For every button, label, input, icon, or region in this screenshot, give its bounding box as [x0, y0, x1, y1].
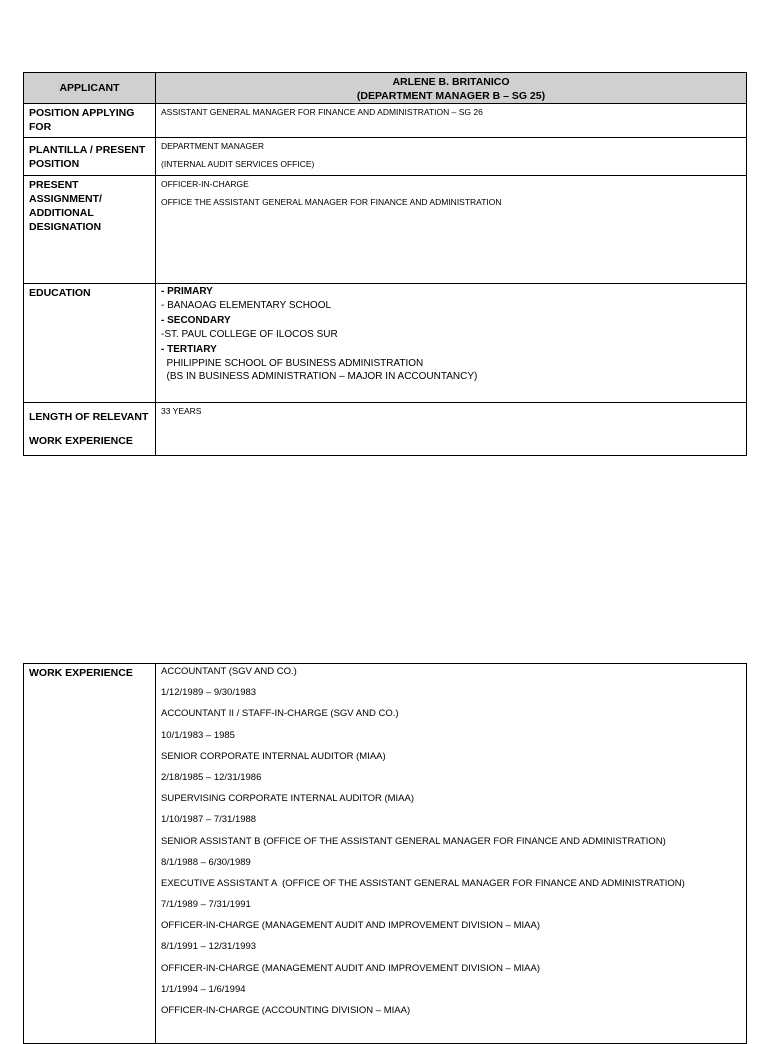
work-line: OFFICER-IN-CHARGE (MANAGEMENT AUDIT AND IMPROVEMENT DIVISION – MIAA)	[161, 920, 540, 932]
work-line: OFFICER-IN-CHARGE (MANAGEMENT AUDIT AND IMPROVEMENT DIVISION – MIAA)	[161, 962, 540, 974]
position-label: POSITION APPLYING FOR	[24, 104, 156, 138]
experience-length-label	[24, 403, 156, 456]
work-line: 8/1/1991 – 12/31/1993	[161, 941, 257, 953]
work-experience-list	[156, 664, 747, 1044]
assignment-row	[24, 176, 747, 284]
work-line: 8/1/1988 – 6/30/1989	[161, 856, 251, 868]
assignment-label: PRESENT ASSIGNMENT/ ADDITIONAL DESIGNATION	[24, 176, 156, 284]
work-line: ACCOUNTANT (SGV AND CO.)	[161, 666, 297, 677]
plantilla-label: PLANTILLA / PRESENT POSITION	[24, 138, 156, 176]
applicant-name: ARLENE B. BRITANICO	[392, 76, 510, 88]
education-value	[156, 284, 747, 403]
plantilla-line-1: DEPARTMENT MANAGER	[161, 141, 264, 151]
work-line: SENIOR ASSISTANT B (OFFICE OF THE ASSISTANT GENERAL MANAGER FOR FINANCE AND ADMINISTRATION)	[161, 835, 666, 847]
experience-length-label-1: LENGTH OF RELEVANT	[29, 411, 149, 423]
assignment-line-1: OFFICER-IN-CHARGE	[161, 179, 249, 189]
work-line: 10/1/1983 – 1985	[161, 729, 235, 741]
work-line: 2/18/1985 – 12/31/1986	[161, 771, 262, 783]
education-secondary-school: -ST. PAUL COLLEGE OF ILOCOS SUR	[161, 328, 338, 340]
applicant-row	[24, 73, 747, 104]
education-primary-school: - BANAOAG ELEMENTARY SCHOOL	[161, 299, 332, 311]
work-line: 1/1/1994 – 1/6/1994	[161, 983, 246, 995]
experience-length-label-2: WORK EXPERIENCE	[29, 435, 133, 447]
applicant-grade: (DEPARTMENT MANAGER B – SG 25)	[356, 90, 546, 102]
applicant-label: APPLICANT	[24, 73, 156, 104]
position-row	[24, 104, 747, 138]
education-primary-heading: - PRIMARY	[161, 286, 213, 297]
education-tertiary-degree: (BS IN BUSINESS ADMINISTRATION – MAJOR IN ACCOUNTANCY)	[161, 371, 478, 382]
education-secondary-heading: - SECONDARY	[161, 315, 231, 326]
work-line: OFFICER-IN-CHARGE (ACCOUNTING DIVISION – MIAA)	[161, 1005, 411, 1016]
work-experience-row	[24, 664, 747, 1044]
applicant-name-cell	[156, 73, 747, 104]
work-line: SUPERVISING CORPORATE INTERNAL AUDITOR (MIAA)	[161, 793, 415, 805]
plantilla-row	[24, 138, 747, 176]
work-experience-table	[23, 663, 747, 1044]
work-line: 1/12/1989 – 9/30/1983	[161, 687, 257, 699]
education-tertiary-school: PHILIPPINE SCHOOL OF BUSINESS ADMINISTRATION	[161, 357, 424, 369]
education-tertiary-heading: - TERTIARY	[161, 344, 217, 355]
applicant-summary-table	[23, 72, 747, 456]
assignment-value	[156, 176, 747, 284]
education-label: EDUCATION	[24, 284, 156, 403]
work-line: SENIOR CORPORATE INTERNAL AUDITOR (MIAA)	[161, 750, 386, 762]
experience-length-row	[24, 403, 747, 456]
work-line: ACCOUNTANT II / STAFF-IN-CHARGE (SGV AND CO.)	[161, 708, 399, 720]
experience-length-value: 33 YEARS	[156, 403, 747, 456]
plantilla-value	[156, 138, 747, 176]
assignment-line-2: OFFICE THE ASSISTANT GENERAL MANAGER FOR FINANCE AND ADMINISTRATION	[161, 197, 502, 207]
work-line: 7/1/1989 – 7/31/1991	[161, 899, 251, 911]
work-experience-label: WORK EXPERIENCE	[24, 664, 156, 1044]
work-line: EXECUTIVE ASSISTANT A (OFFICE OF THE ASSISTANT GENERAL MANAGER FOR FINANCE AND ADMINISTRATION)	[161, 877, 685, 889]
plantilla-line-2: (INTERNAL AUDIT SERVICES OFFICE)	[161, 159, 315, 169]
position-value: ASSISTANT GENERAL MANAGER FOR FINANCE AND ADMINISTRATION – SG 26	[156, 104, 747, 138]
work-line: 1/10/1987 – 7/31/1988	[161, 814, 257, 826]
education-row	[24, 284, 747, 403]
